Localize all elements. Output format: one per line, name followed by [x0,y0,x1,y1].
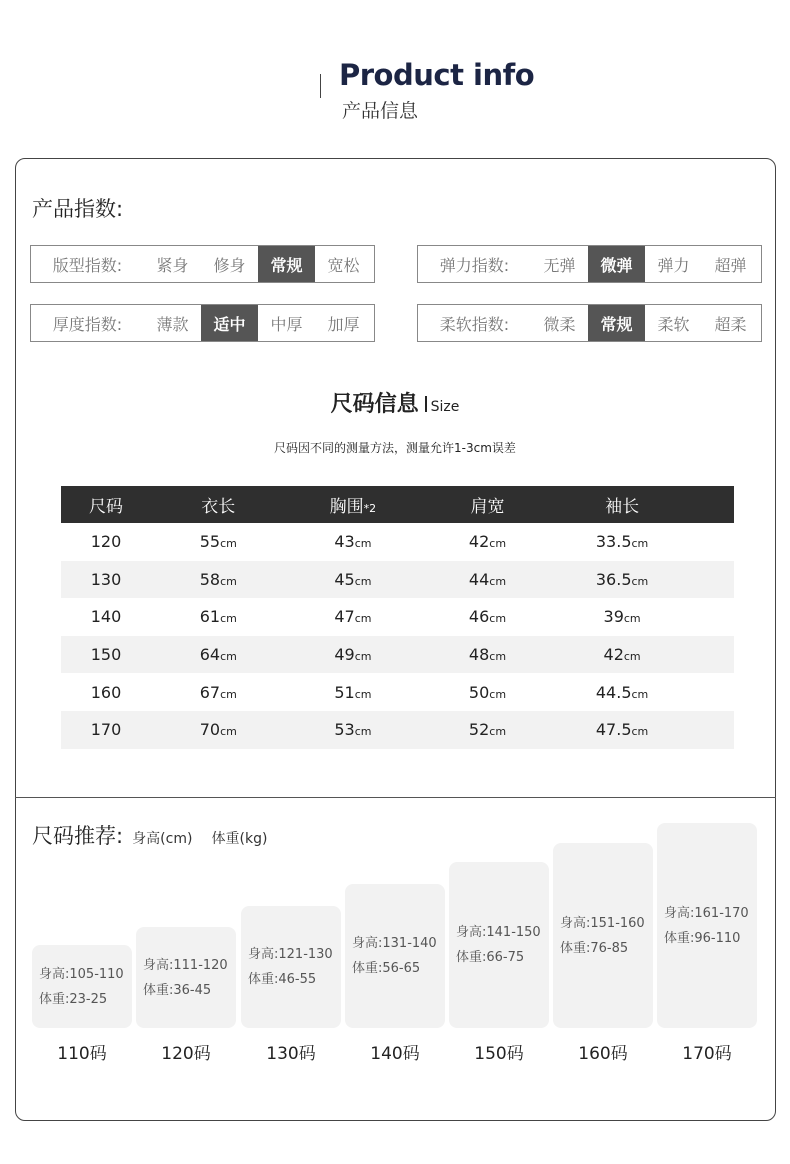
table-cell [61,607,151,626]
table-row [61,711,734,749]
table-cell [555,607,690,626]
weight-range: 体重:23-25 [39,991,108,1007]
weight-range: 体重:66-75 [456,950,525,965]
cell-unit: cm [489,574,507,588]
cell-unit: cm [489,537,507,551]
table-cell [151,570,286,589]
recommendation-box [449,862,549,1028]
cell-unit: cm [354,687,372,701]
cell-value: 160 [90,682,122,702]
recommendation-box [657,823,757,1028]
height-range: 身高:121-130 [248,947,333,962]
cell-value: 47.5 [595,720,632,740]
table-cell [61,720,151,739]
cell-value: 120 [90,532,122,552]
index-option: 中厚 [270,314,303,334]
table-cell [420,570,555,589]
weight-range: 体重:96-110 [664,930,741,946]
table-cell [420,607,555,626]
table-cell [61,645,151,664]
recommendation-box [32,945,132,1028]
header-length: 衣长 [201,497,236,517]
table-row [61,636,734,674]
table-cell [151,532,286,551]
cell-value: 130 [90,569,122,589]
cell-unit: cm [354,537,372,551]
cell-value: 42 [468,532,490,552]
cell-value: 46 [468,607,490,627]
height-range: 身高:141-150 [456,925,541,940]
table-cell [555,532,690,551]
size-info-title [0,387,790,418]
table-cell [61,570,151,589]
cell-value: 58 [199,569,221,589]
cell-unit: cm [631,687,649,701]
cell-value: 39 [603,607,624,627]
index-row [30,304,375,342]
recommendation-box [136,927,236,1028]
table-cell [555,570,690,589]
recommendation-title [32,820,267,850]
cell-value: 51 [334,682,355,702]
recommendation-heading: 尺码推荐: [32,824,124,848]
table-cell [555,720,690,739]
cell-value: 49 [334,645,355,665]
weight-range: 体重:36-45 [143,982,212,998]
table-cell [151,720,286,739]
table-cell [286,720,421,739]
table-cell [151,607,286,626]
table-cell [61,532,151,551]
cell-value: 44.5 [595,682,632,702]
table-cell [61,683,151,702]
product-index-title: 产品指数: [32,197,124,221]
index-option: 薄款 [156,314,189,334]
index-option: 柔软 [657,314,690,334]
cell-value: 64 [199,645,221,665]
cell-unit: cm [631,725,649,739]
cell-unit: cm [623,612,641,626]
size-label: 130码 [266,1044,316,1064]
cell-unit: cm [623,650,641,664]
weight-range: 体重:56-65 [352,961,421,976]
cell-value: 52 [468,720,490,740]
index-row [417,304,762,342]
index-option: 无弹 [543,255,576,275]
header-chest-suffix: *2 [363,502,377,515]
table-cell [286,683,421,702]
height-range: 身高:131-140 [352,936,437,951]
cell-value: 61 [199,607,221,627]
cell-value: 33.5 [595,532,632,552]
table-row [61,523,734,561]
index-option-selected: 适中 [201,305,258,341]
cell-unit: cm [354,612,372,626]
cell-unit: cm [489,612,507,626]
table-cell [420,683,555,702]
height-range: 身高:151-160 [560,915,645,931]
index-option-selected: 常规 [588,305,645,341]
cell-unit: cm [220,612,237,626]
height-range: 身高:111-120 [143,957,228,973]
table-cell [151,645,286,664]
size-table-body [61,523,734,749]
table-cell [286,532,421,551]
index-option: 紧身 [156,255,189,275]
cell-unit: cm [489,687,507,701]
height-label: 身高(cm) [132,831,193,847]
table-cell [420,532,555,551]
cell-value: 150 [90,645,122,665]
cell-value: 43 [334,532,355,552]
header-size: 尺码 [89,497,123,517]
weight-range: 体重:76-85 [560,940,629,956]
header-chest [286,492,421,517]
cell-unit: cm [354,574,372,588]
recommendation-box [241,906,341,1028]
table-cell [420,720,555,739]
size-label: 140码 [370,1044,420,1064]
index-option: 超弹 [714,255,747,275]
weight-label: 体重(kg) [211,831,268,847]
size-table-header [61,486,734,523]
size-label: 150码 [474,1044,524,1064]
index-option: 加厚 [327,314,360,334]
index-label: 厚度指数: [52,314,123,334]
cell-value: 42 [603,645,624,665]
table-row [61,561,734,599]
cell-value: 36.5 [595,569,632,589]
page-subtitle: 产品信息 [342,100,419,122]
index-option-selected: 微弹 [588,246,645,282]
weight-range: 体重:46-55 [248,972,317,987]
cell-unit: cm [220,574,237,588]
size-label: 110码 [57,1044,107,1064]
size-label: 120码 [161,1044,211,1064]
index-option: 修身 [213,255,246,275]
title-separator [425,396,427,412]
index-label: 弹力指数: [439,255,510,275]
size-title-en: Size [430,399,460,415]
index-row [30,245,375,283]
cell-unit: cm [354,650,372,664]
page-title: Product info [339,58,535,92]
size-label: 170码 [682,1044,732,1064]
height-range: 身高:161-170 [664,905,749,921]
cell-value: 70 [199,720,221,740]
cell-unit: cm [220,650,237,664]
table-row [61,598,734,636]
recommendation-box [345,884,445,1028]
cell-unit: cm [489,650,507,664]
index-option: 超柔 [714,314,747,334]
cell-unit: cm [631,537,649,551]
header-shoulder: 肩宽 [470,497,505,517]
table-cell [286,607,421,626]
recommendation-box [553,843,653,1028]
cell-value: 48 [468,645,490,665]
size-label: 160码 [578,1044,628,1064]
cell-value: 53 [334,720,355,740]
header-chest-label: 胸围 [329,497,364,517]
index-option-selected: 常规 [258,246,315,282]
height-range: 身高:105-110 [39,966,124,982]
cell-value: 140 [90,607,122,627]
cell-unit: cm [220,687,237,701]
cell-unit: cm [354,725,372,739]
cell-unit: cm [220,725,237,739]
size-title-cn: 尺码信息 [330,392,419,417]
index-option: 微柔 [543,314,576,334]
table-cell [555,683,690,702]
section-divider [15,797,776,798]
cell-unit: cm [631,574,649,588]
cell-unit: cm [489,725,507,739]
table-cell [420,645,555,664]
header-divider [320,74,321,98]
index-option: 宽松 [327,255,360,275]
size-table [61,486,734,749]
table-cell [286,570,421,589]
cell-value: 170 [90,720,122,740]
table-cell [151,683,286,702]
cell-value: 44 [468,569,490,589]
cell-value: 45 [334,569,355,589]
header-sleeve: 袖长 [605,497,640,517]
index-label: 版型指数: [52,255,123,275]
index-option: 弹力 [657,255,690,275]
table-row [61,673,734,711]
table-cell [555,645,690,664]
size-note: 尺码因不同的测量方法，测量允许1-3cm误差 [274,441,516,455]
index-row [417,245,762,283]
cell-value: 55 [199,532,221,552]
table-cell [286,645,421,664]
index-label: 柔软指数: [439,314,510,334]
cell-value: 67 [199,682,221,702]
cell-unit: cm [220,537,237,551]
cell-value: 50 [468,682,490,702]
cell-value: 47 [334,607,355,627]
